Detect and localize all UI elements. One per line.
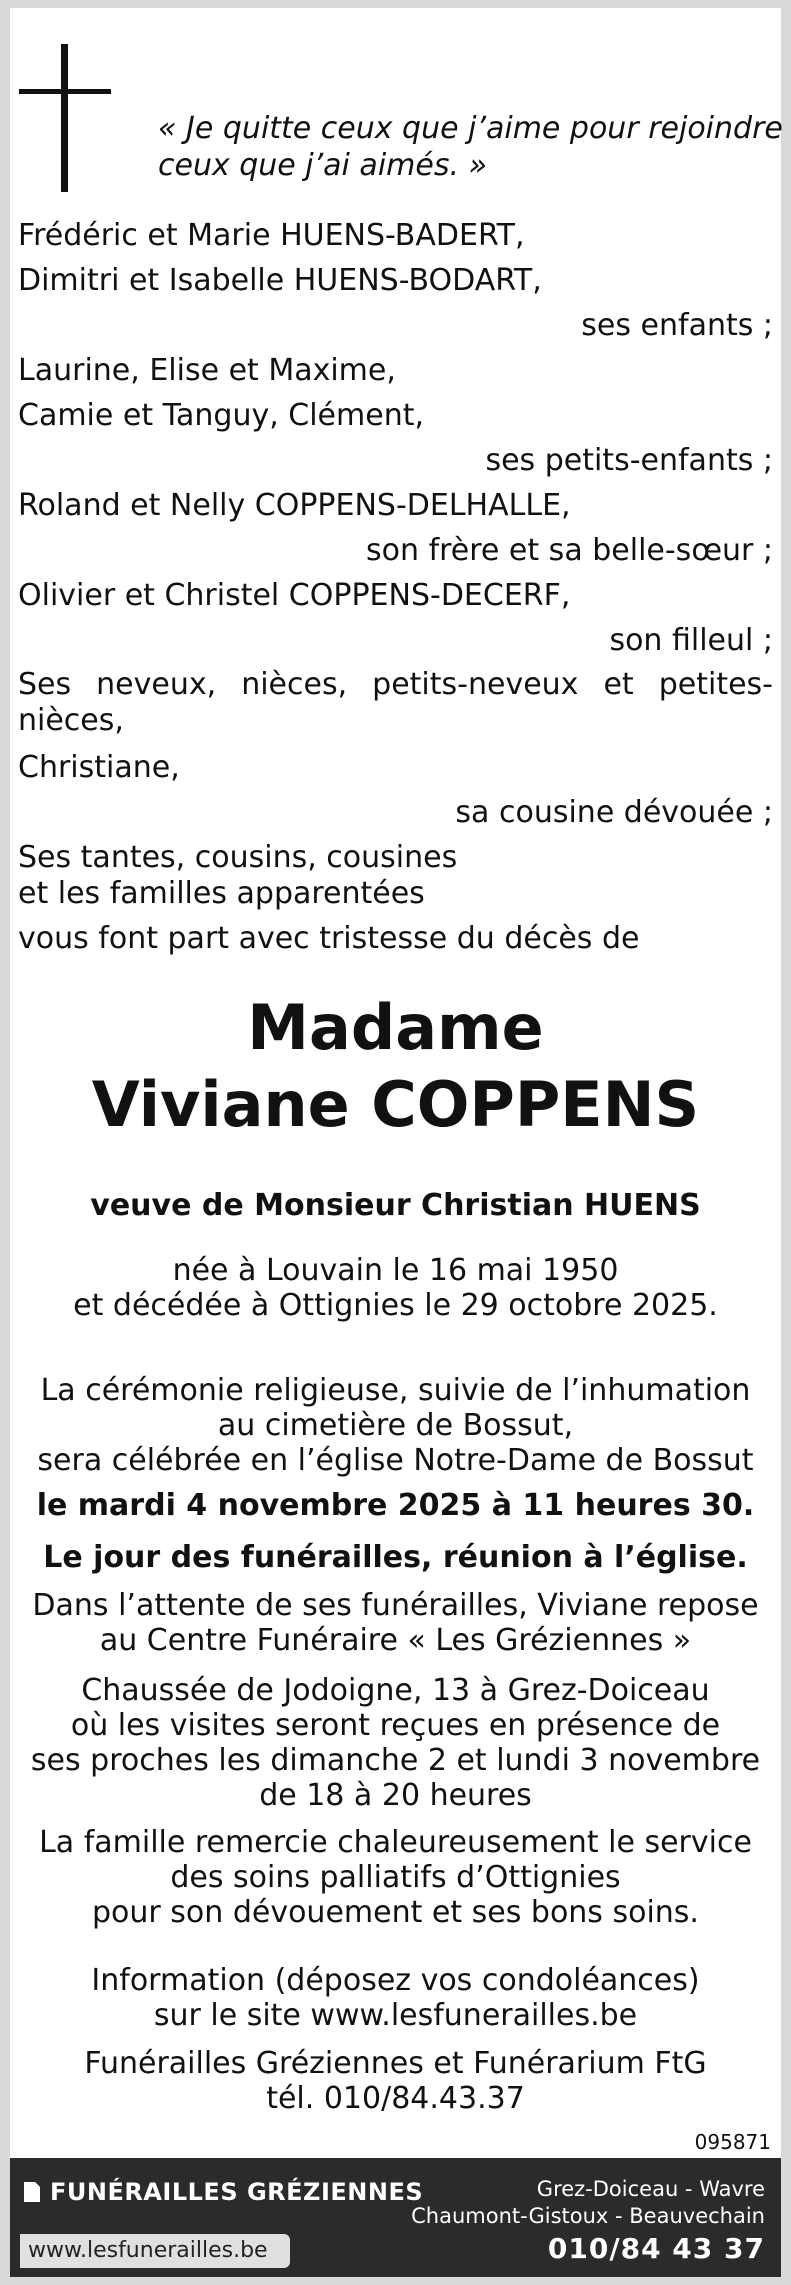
document-icon [24, 2182, 40, 2202]
thanks-line: des soins palliatifs d’Ottignies [170, 1860, 621, 1895]
website-link[interactable]: www.lesfunerailles.be [20, 2234, 290, 2268]
ceremony-date: le mardi 4 novembre 2025 à 11 heures 30. [36, 1488, 755, 1523]
family-line: et les familles apparentées [18, 876, 425, 911]
reference-number: 095871 [694, 2130, 771, 2154]
ceremony-line: au cimetière de Bossut, [217, 1408, 574, 1443]
family-relation: ses enfants ; [581, 308, 773, 343]
footer-phone: 010/84 43 37 [547, 2232, 765, 2265]
contact-line: Funérailles Gréziennes et Funérarium FtG [84, 2046, 707, 2081]
visits-line: ses proches les dimanche 2 et lundi 3 novembre [30, 1743, 761, 1778]
info-line: sur le site www.lesfunerailles.be [153, 1998, 638, 2033]
family-line: Frédéric et Marie HUENS-BADERT, [18, 218, 525, 253]
thanks-line: La famille remercie chaleureusement le service [39, 1825, 752, 1860]
thanks-line: pour son dévouement et ses bons soins. [92, 1895, 699, 1930]
deceased-title: Madame [247, 991, 544, 1064]
obituary-card [10, 8, 781, 2277]
rest-line: Dans l’attente de ses funérailles, Viviane repose [32, 1588, 759, 1623]
family-relation: ses petits-enfants ; [485, 443, 773, 478]
rest-line: au Centre Funéraire « Les Gréziennes » [99, 1623, 692, 1658]
footer-banner [10, 2158, 781, 2277]
family-line: Ses tantes, cousins, cousines [18, 840, 458, 875]
ceremony-line: sera célébrée en l’église Notre-Dame de Bossut [37, 1443, 754, 1478]
brand-name: FUNÉRAILLES GRÉZIENNES [50, 2178, 424, 2206]
family-line: Laurine, Elise et Maxime, [18, 353, 396, 388]
family-line: Olivier et Christel COPPENS-DECERF, [18, 578, 571, 613]
family-line: Camie et Tanguy, Clément, [18, 398, 425, 433]
family-relation: son frère et sa belle-sœur ; [366, 533, 773, 568]
birth-line: née à Louvain le 16 mai 1950 [172, 1253, 619, 1288]
info-line: Information (déposez vos condoléances) [91, 1963, 700, 1998]
visits-line: où les visites seront reçues en présence de [70, 1708, 721, 1743]
visits-line: de 18 à 20 heures [259, 1778, 532, 1813]
death-line: et décédée à Ottignies le 29 octobre 2025. [73, 1288, 718, 1323]
family-line: Christiane, [18, 750, 180, 785]
location-line: Grez-Doiceau - Wavre [536, 2177, 765, 2201]
brand [24, 2178, 423, 2206]
widow-line: veuve de Monsieur Christian HUENS [90, 1188, 701, 1223]
locations [411, 2176, 765, 2230]
meeting-note: Le jour des funérailles, réunion à l’église. [43, 1540, 748, 1575]
visits-line: Chaussée de Jodoigne, 13 à Grez-Doiceau [81, 1673, 710, 1708]
family-relation: son filleul ; [609, 623, 773, 658]
contact-phone-line: tél. 010/84.43.37 [266, 2081, 525, 2116]
family-line: Roland et Nelly COPPENS-DELHALLE, [18, 488, 571, 523]
location-line: Chaumont-Gistoux - Beauvechain [411, 2204, 765, 2228]
deceased-name: Viviane COPPENS [91, 1068, 700, 1141]
family-line: Ses neveux, nièces, petits-neveux et petites-nièces, [18, 667, 773, 738]
epitaph-quote: « Je quitte ceux que j’aime pour rejoindre ceux que j’ai aimés. » [158, 111, 783, 183]
family-line: vous font part avec tristesse du décès de [18, 921, 640, 956]
family-relation: sa cousine dévouée ; [455, 795, 773, 830]
cross-icon [19, 44, 111, 192]
ceremony-line: La cérémonie religieuse, suivie de l’inhumation [40, 1373, 751, 1408]
family-line: Dimitri et Isabelle HUENS-BODART, [18, 263, 542, 298]
